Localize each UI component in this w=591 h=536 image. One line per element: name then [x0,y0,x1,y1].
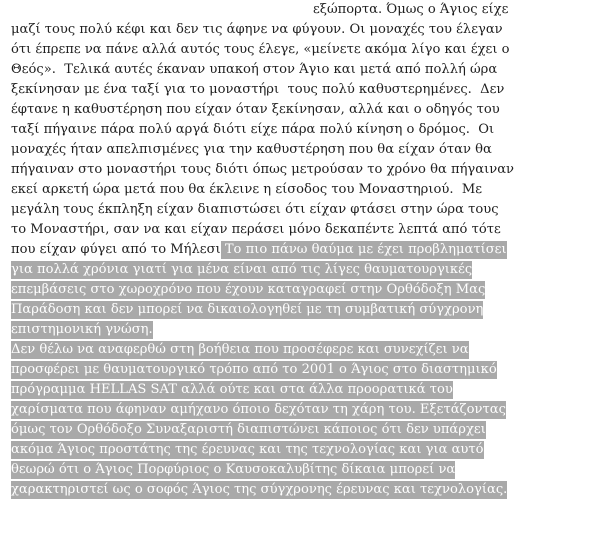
text-line: ταξί πήγαινε πάρα πολύ αργά διότι είχε πάρα πολύ κίνηση ο δρόμος. Οι [11,122,495,137]
selected-text-segment[interactable]: χαρακτηριστεί ως ο σοφός Άγιος της σύγχρονης έρευνας και τεχνολογίας. [11,482,508,497]
text-line: έφτανε η καθυστέρηση που είχαν όταν ξεκίνησαν, αλλά και ο οδηγός του [11,102,500,117]
text-line: Θεός». Τελικά αυτές έκαναν υπακοή στον Άγιο και μετά από πολλή ώρα [11,62,498,77]
selected-text-line [11,280,589,300]
selected-text-line [11,340,589,360]
selected-text-line [11,300,589,320]
selected-text-segment[interactable]: όμως τον Ορθόδοξο Συναξαριστή διαπιστώνει κάποιος ότι δεν υπάρχει [11,422,486,437]
selected-text-segment[interactable]: προσφέρει με θαυματουργικό τρόπο από το 2001 ο Άγιος στο διαστημικό [11,362,497,377]
mixed-text-line [11,240,589,260]
selected-text-line [11,260,589,280]
selected-text-line [11,380,589,400]
selected-text-segment[interactable]: ακόμα Άγιος προστάτης της έρευνας και της τεχνολογίας και για αυτό [11,442,484,457]
selected-text-segment[interactable]: πρόγραμμα HELLAS SAT αλλά ούτε και στα άλλα προορατικά του [11,382,453,397]
selected-text-segment[interactable]: Παράδοση και δεν μπορεί να δικαιολογηθεί με τη συμβατική σύγχρονη [11,302,484,317]
selected-text-segment[interactable]: επιστημονική γνώση. [11,322,153,337]
selected-text-line [11,460,589,480]
text-line: το Μοναστήρι, σαν να και είχαν περάσει μόνο δεκαπέντε λεπτά από τότε [11,222,501,237]
selected-text-line [11,360,589,380]
text-line: μοναχές ήταν απελπισμένες για την καθυστέρηση που θα είχαν όταν θα [11,142,492,157]
text-line: ξεκίνησαν με ένα ταξί για το μοναστήρι τους πολύ καθυστερημένες. Δεν [11,82,505,97]
text-line: εξώπορτα. Όμως ο Άγιος είχε [313,2,509,17]
selected-text-segment[interactable]: θεωρώ ότι ο Άγιος Πορφύριος ο Καυσοκαλυβίτης δίκαια μπορεί να [11,462,456,477]
text-line: ότι έπρεπε να πάνε αλλά αυτός τους έλεγε, «μείνετε ακόμα λίγο και έχει ο [11,42,510,57]
selected-text-segment[interactable]: επεμβάσεις στο χωροχρόνο που έχουν καταγραφεί στην Ορθόδοξη Μας [11,282,486,297]
selected-text-line [11,440,589,460]
selected-text-line [11,480,589,500]
text-line: εκεί αρκετή ώρα μετά που θα έκλεινε η είσοδος του Μοναστηριού. Με [11,182,483,197]
selected-text-segment[interactable]: Το πιο πάνω θαύμα με έχει προβληματίσει [220,242,507,257]
document-body [11,0,589,500]
selected-text-line [11,420,589,440]
selected-text-line [11,400,589,420]
selected-text-segment[interactable]: χαρίσματα που άφηναν αμήχανο όποιο δεχόταν τη χάρη του. Εξετάζοντας [11,402,506,417]
text-line: πήγαιναν στο μοναστήρι τους διότι όπως μετρούσαν το χρόνο θα πήγαιναν [11,162,514,177]
text-line: μεγάλη τους έκπληξη είχαν διαπιστώσει ότι είχαν φτάσει στην ώρα τους [11,202,499,217]
text-line: μαζί τους πολύ κέφι και δεν τις άφηνε να φύγουν. Οι μοναχές του έλεγαν [11,22,503,37]
selected-text-segment[interactable]: για πολλά χρόνια γιατί για μένα είναι από τις λίγες θαυματουργικές [11,262,473,277]
selected-text-segment[interactable]: Δεν θέλω να αναφερθώ στη βοήθεια που προσέφερε και συνεχίζει να [11,342,469,357]
selected-text-line [11,320,589,340]
text-segment: που είχαν φύγει από το Μήλεσι [11,242,221,257]
